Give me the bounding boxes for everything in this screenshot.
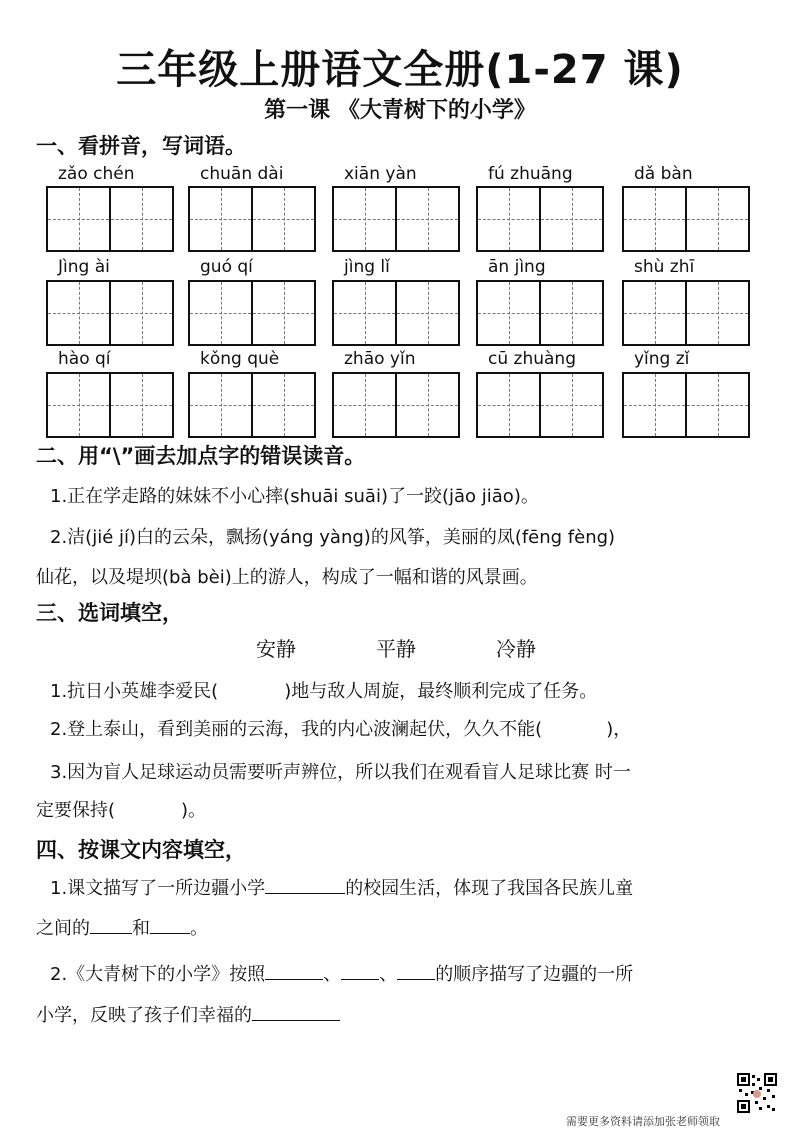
writing-box-pair [188,372,316,436]
section-4-question-1-line-2: 之间的 和 。 [36,914,208,940]
writing-cell[interactable] [46,372,111,438]
word-option-1: 安静 [256,637,296,661]
writing-cell[interactable] [687,372,750,438]
section-3-question-1: 1.抗日小英雄李爱民( )地与敌人周旋，最终顺利完成了任务。 [50,681,598,702]
pinyin-label: ān jìng [488,257,546,277]
writing-box-pair [622,372,750,436]
section-4-question-2-line-1: 2.《大青树下的小学》按照 、 、 的顺序描写了边疆的一所 [50,960,633,986]
writing-box-pair [476,186,604,250]
writing-cell[interactable] [476,372,541,438]
writing-cell[interactable] [46,280,111,346]
word-option-3: 冷静 [496,637,536,661]
pinyin-label: dǎ bàn [634,164,693,184]
writing-cell[interactable] [188,186,253,252]
pinyin-label: jìng lǐ [344,257,390,277]
writing-cell[interactable] [397,280,460,346]
writing-box-pair [188,186,316,250]
writing-box-pair [332,186,460,250]
writing-cell[interactable] [622,280,687,346]
writing-cell[interactable] [476,280,541,346]
writing-cell[interactable] [541,372,604,438]
fill-blank[interactable] [341,961,379,980]
pinyin-label: guó qí [200,257,253,277]
section-2-question-2-line-2: 仙花，以及堤坝(bà bèi)上的游人，构成了一幅和谐的风景画。 [36,567,538,588]
pinyin-label: chuān dài [200,164,284,184]
writing-cell[interactable] [111,280,174,346]
pinyin-label: shù zhī [634,257,695,277]
writing-cell[interactable] [687,186,750,252]
writing-cell[interactable] [622,186,687,252]
fill-blank[interactable] [265,875,345,894]
section-4-heading: 四、按课文内容填空， [36,838,246,862]
lesson-title: 第一课 《大青树下的小学》 [264,98,536,123]
fill-blank[interactable] [150,915,190,934]
writing-cell[interactable] [253,280,316,346]
writing-cell[interactable] [332,186,397,252]
writing-cell[interactable] [46,186,111,252]
pinyin-label: cū zhuàng [488,349,576,369]
pinyin-label: hào qí [58,349,111,369]
footer-note: 需要更多资料请添加张老师领取 [566,1115,720,1128]
pinyin-label: xiān yàn [344,164,417,184]
pinyin-label: fú zhuāng [488,164,573,184]
fill-blank[interactable] [265,961,323,980]
writing-cell[interactable] [253,372,316,438]
writing-box-pair [476,372,604,436]
writing-cell[interactable] [253,186,316,252]
section-2-question-2-line-1: 2.洁(jié jí)白的云朵，飘扬(yáng yàng)的风筝，美丽的凤(fēng fèng) [50,527,616,548]
pinyin-label: yǐng zǐ [634,349,690,369]
writing-box-pair [46,186,174,250]
writing-box-pair [46,280,174,344]
writing-cell[interactable] [397,372,460,438]
page-title: 三年级上册语文全册(1-27 课) [116,47,684,93]
writing-cell[interactable] [332,280,397,346]
writing-box-pair [622,280,750,344]
writing-cell[interactable] [111,186,174,252]
section-2-question-1: 1.正在学走路的妹妹不小心摔(shuāi suāi)了一跤(jāo jiāo)。 [50,486,539,507]
section-3-heading: 三、选词填空， [36,601,183,625]
fill-blank[interactable] [252,1002,340,1021]
writing-box-pair [188,280,316,344]
section-1-heading: 一、看拼音，写词语。 [36,134,246,158]
writing-cell[interactable] [188,280,253,346]
section-3-question-2: 2.登上泰山，看到美丽的云海，我的内心波澜起伏，久久不能( )， [50,719,632,740]
pinyin-label: zǎo chén [58,164,135,184]
writing-cell[interactable] [188,372,253,438]
fill-blank[interactable] [397,961,435,980]
writing-cell[interactable] [622,372,687,438]
pinyin-label: Jìng ài [58,257,110,277]
writing-box-pair [476,280,604,344]
section-3-question-3-line-2: 定要保持( )。 [36,800,207,821]
writing-cell[interactable] [332,372,397,438]
section-2-heading: 二、用“\”画去加点字的错误读音。 [36,444,366,468]
section-3-question-3-line-1: 3.因为盲人足球运动员需要听声辨位，所以我们在观看盲人足球比赛 时一 [50,762,631,783]
pinyin-label: kǒng què [200,349,280,369]
pinyin-label: zhāo yǐn [344,349,416,369]
writing-cell[interactable] [687,280,750,346]
writing-cell[interactable] [476,186,541,252]
writing-box-pair [46,372,174,436]
section-4-question-1-line-1: 1.课文描写了一所边疆小学 的校园生活，体现了我国各民族儿童 [50,874,633,900]
writing-box-pair [332,372,460,436]
qr-code-icon [737,1073,777,1113]
fill-blank[interactable] [90,915,132,934]
word-option-2: 平静 [376,637,416,661]
writing-cell[interactable] [541,280,604,346]
writing-box-pair [622,186,750,250]
section-4-question-2-line-2: 小学，反映了孩子们幸福的 [36,1001,340,1027]
writing-box-pair [332,280,460,344]
writing-cell[interactable] [111,372,174,438]
writing-cell[interactable] [397,186,460,252]
writing-cell[interactable] [541,186,604,252]
